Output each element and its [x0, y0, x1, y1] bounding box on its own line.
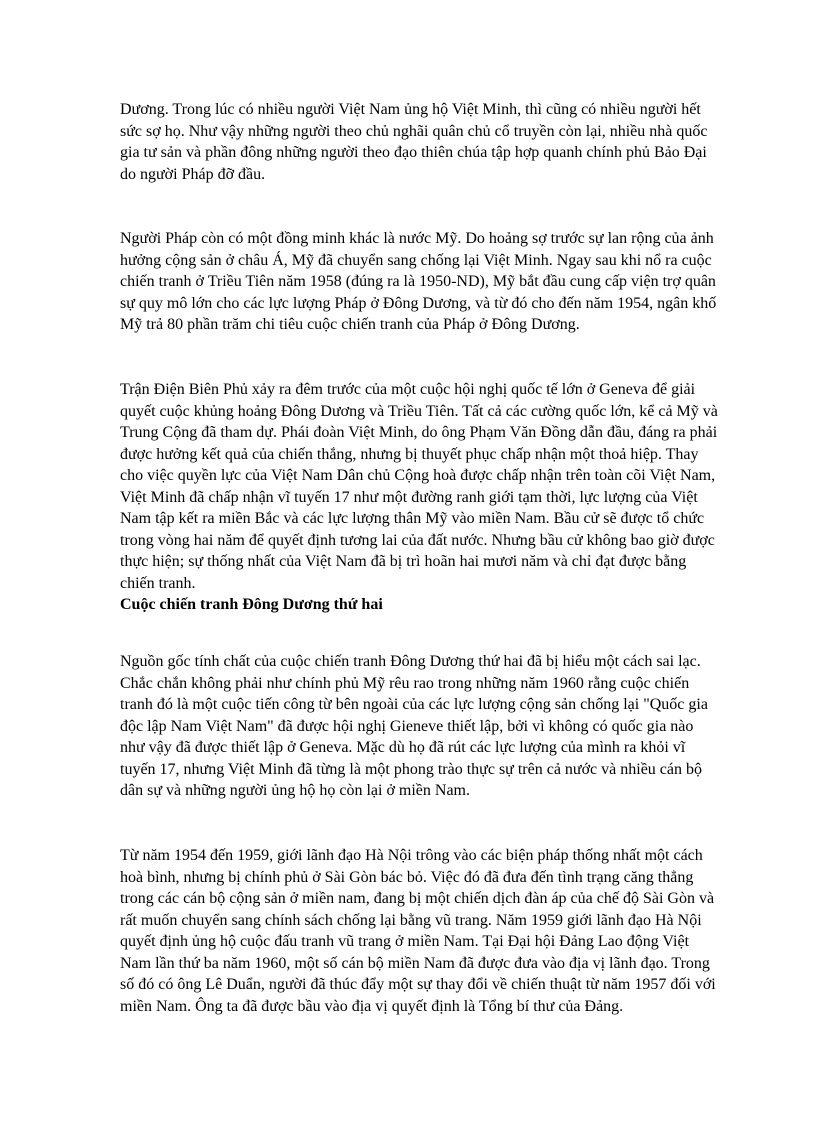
paragraph-3: Trận Điện Biên Phủ xảy ra đêm trước của một cuộc hội nghị quốc tế lớn ở Geneva để giải quyết cuộc khủng hoảng Đông Dương và Triều Tiên. Tất cả các cường quốc lớn, kể cả Mỹ và Trung Cộng đã tham dự. Phái đoàn Việt Minh, do ông Phạm Văn Đồng dẫn đầu, đáng ra phải được hưởng kết quả của chiến thắng, nhưng bị thuyết phục chấp nhận một thoả hiệp. Thay cho việc quyền lực của Việt Nam Dân chủ Cộng hoà được chấp nhận trên toàn cõi Việt Nam, Việt Minh đã chấp nhận vĩ tuyến 17 như một đường ranh giới tạm thời, lực lượng của Việt Nam tập kết ra miền Bắc và các lực lượng thân Mỹ vào miền Nam. Bầu cử sẽ được tổ chức trong vòng hai năm để quyết định tương lai của đất nước. Nhưng bầu cử không bao giờ được thực hiện; sự thống nhất của Việt Nam đã bị trì hoãn hai mươi năm và chỉ đạt được bằng chiến tranh.: [120, 381, 718, 592]
paragraph-4: Nguồn gốc tính chất của cuộc chiến tranh Đông Dương thứ hai đã bị hiểu một cách sai lạc. Chắc chắn không phải như chính phủ Mỹ rêu rao trong những năm 1960 rằng cuộc chiến tranh đó là một cuộc tiến công từ bên ngoài của các lực lượng cộng sản chống lại "Quốc gia độc lập Nam Việt Nam" đã được hội nghị Gieneve thiết lập, bởi vì không có quốc gia nào như vậy đã được thiết lập ở Geneva. Mặc dù họ đã rút các lực lượng của mình ra khỏi vĩ tuyến 17, nhưng Việt Minh đã từng là một phong trào thực sự trên cả nước và nhiều cán bộ dân sự và những người ủng hộ họ còn lại ở miền Nam.: [120, 653, 708, 799]
paragraph-5: Từ năm 1954 đến 1959, giới lãnh đạo Hà Nội trông vào các biện pháp thống nhất một cách hoà bình, nhưng bị chính phủ ở Sài Gòn bác bỏ. Việc đó đã đưa đến tình trạng căng thẳng trong các cán bộ cộng sản ở miền nam, đang bị một chiến dịch đàn áp của chế độ Sài Gòn và rất muốn chuyển sang chính sách chống lại bằng vũ trang. Năm 1959 giới lãnh đạo Hà Nội quyết định ủng hộ cuộc đấu tranh vũ trang ở miền Nam. Tại Đại hội Đảng Lao động Việt Nam lần thứ ba năm 1960, một số cán bộ miền Nam đã được đưa vào địa vị lãnh đạo. Trong số đó có ông Lê Duẩn, người đã thúc đẩy một sự thay đổi về chiến thuật từ năm 1957 đối với miền Nam. Ông ta đã được bầu vào địa vị quyết định là Tổng bí thư của Đảng.: [120, 847, 716, 1015]
paragraph-2: Người Pháp còn có một đồng minh khác là nước Mỹ. Do hoảng sợ trước sự lan rộng của ảnh hưởng cộng sản ở châu Á, Mỹ đã chuyển sang chống lại Việt Minh. Ngay sau khi nổ ra cuộc chiến tranh ở Triều Tiên năm 1958 (đúng ra là 1950-ND), Mỹ bắt đầu cung cấp viện trợ quân sự quy mô lớn cho các lực lượng Pháp ở Đông Dương, và từ đó cho đến năm 1954, ngân khố Mỹ trả 80 phần trăm chi tiêu cuộc chiến tranh của Pháp ở Đông Dương.: [120, 230, 717, 333]
section-heading: Cuộc chiến tranh Đông Dương thứ hai: [120, 596, 383, 613]
paragraph-1: Dương. Trong lúc có nhiều người Việt Nam ủng hộ Việt Minh, thì cũng có nhiều người hết sức sợ họ. Như vậy những người theo chủ nghãi quân chủ cổ truyền còn lại, nhiều nhà quốc gia tư sản và phần đông những người theo đạo thiên chúa tập hợp quanh chính phủ Bảo Đại do người Pháp đỡ đầu.: [120, 101, 708, 183]
